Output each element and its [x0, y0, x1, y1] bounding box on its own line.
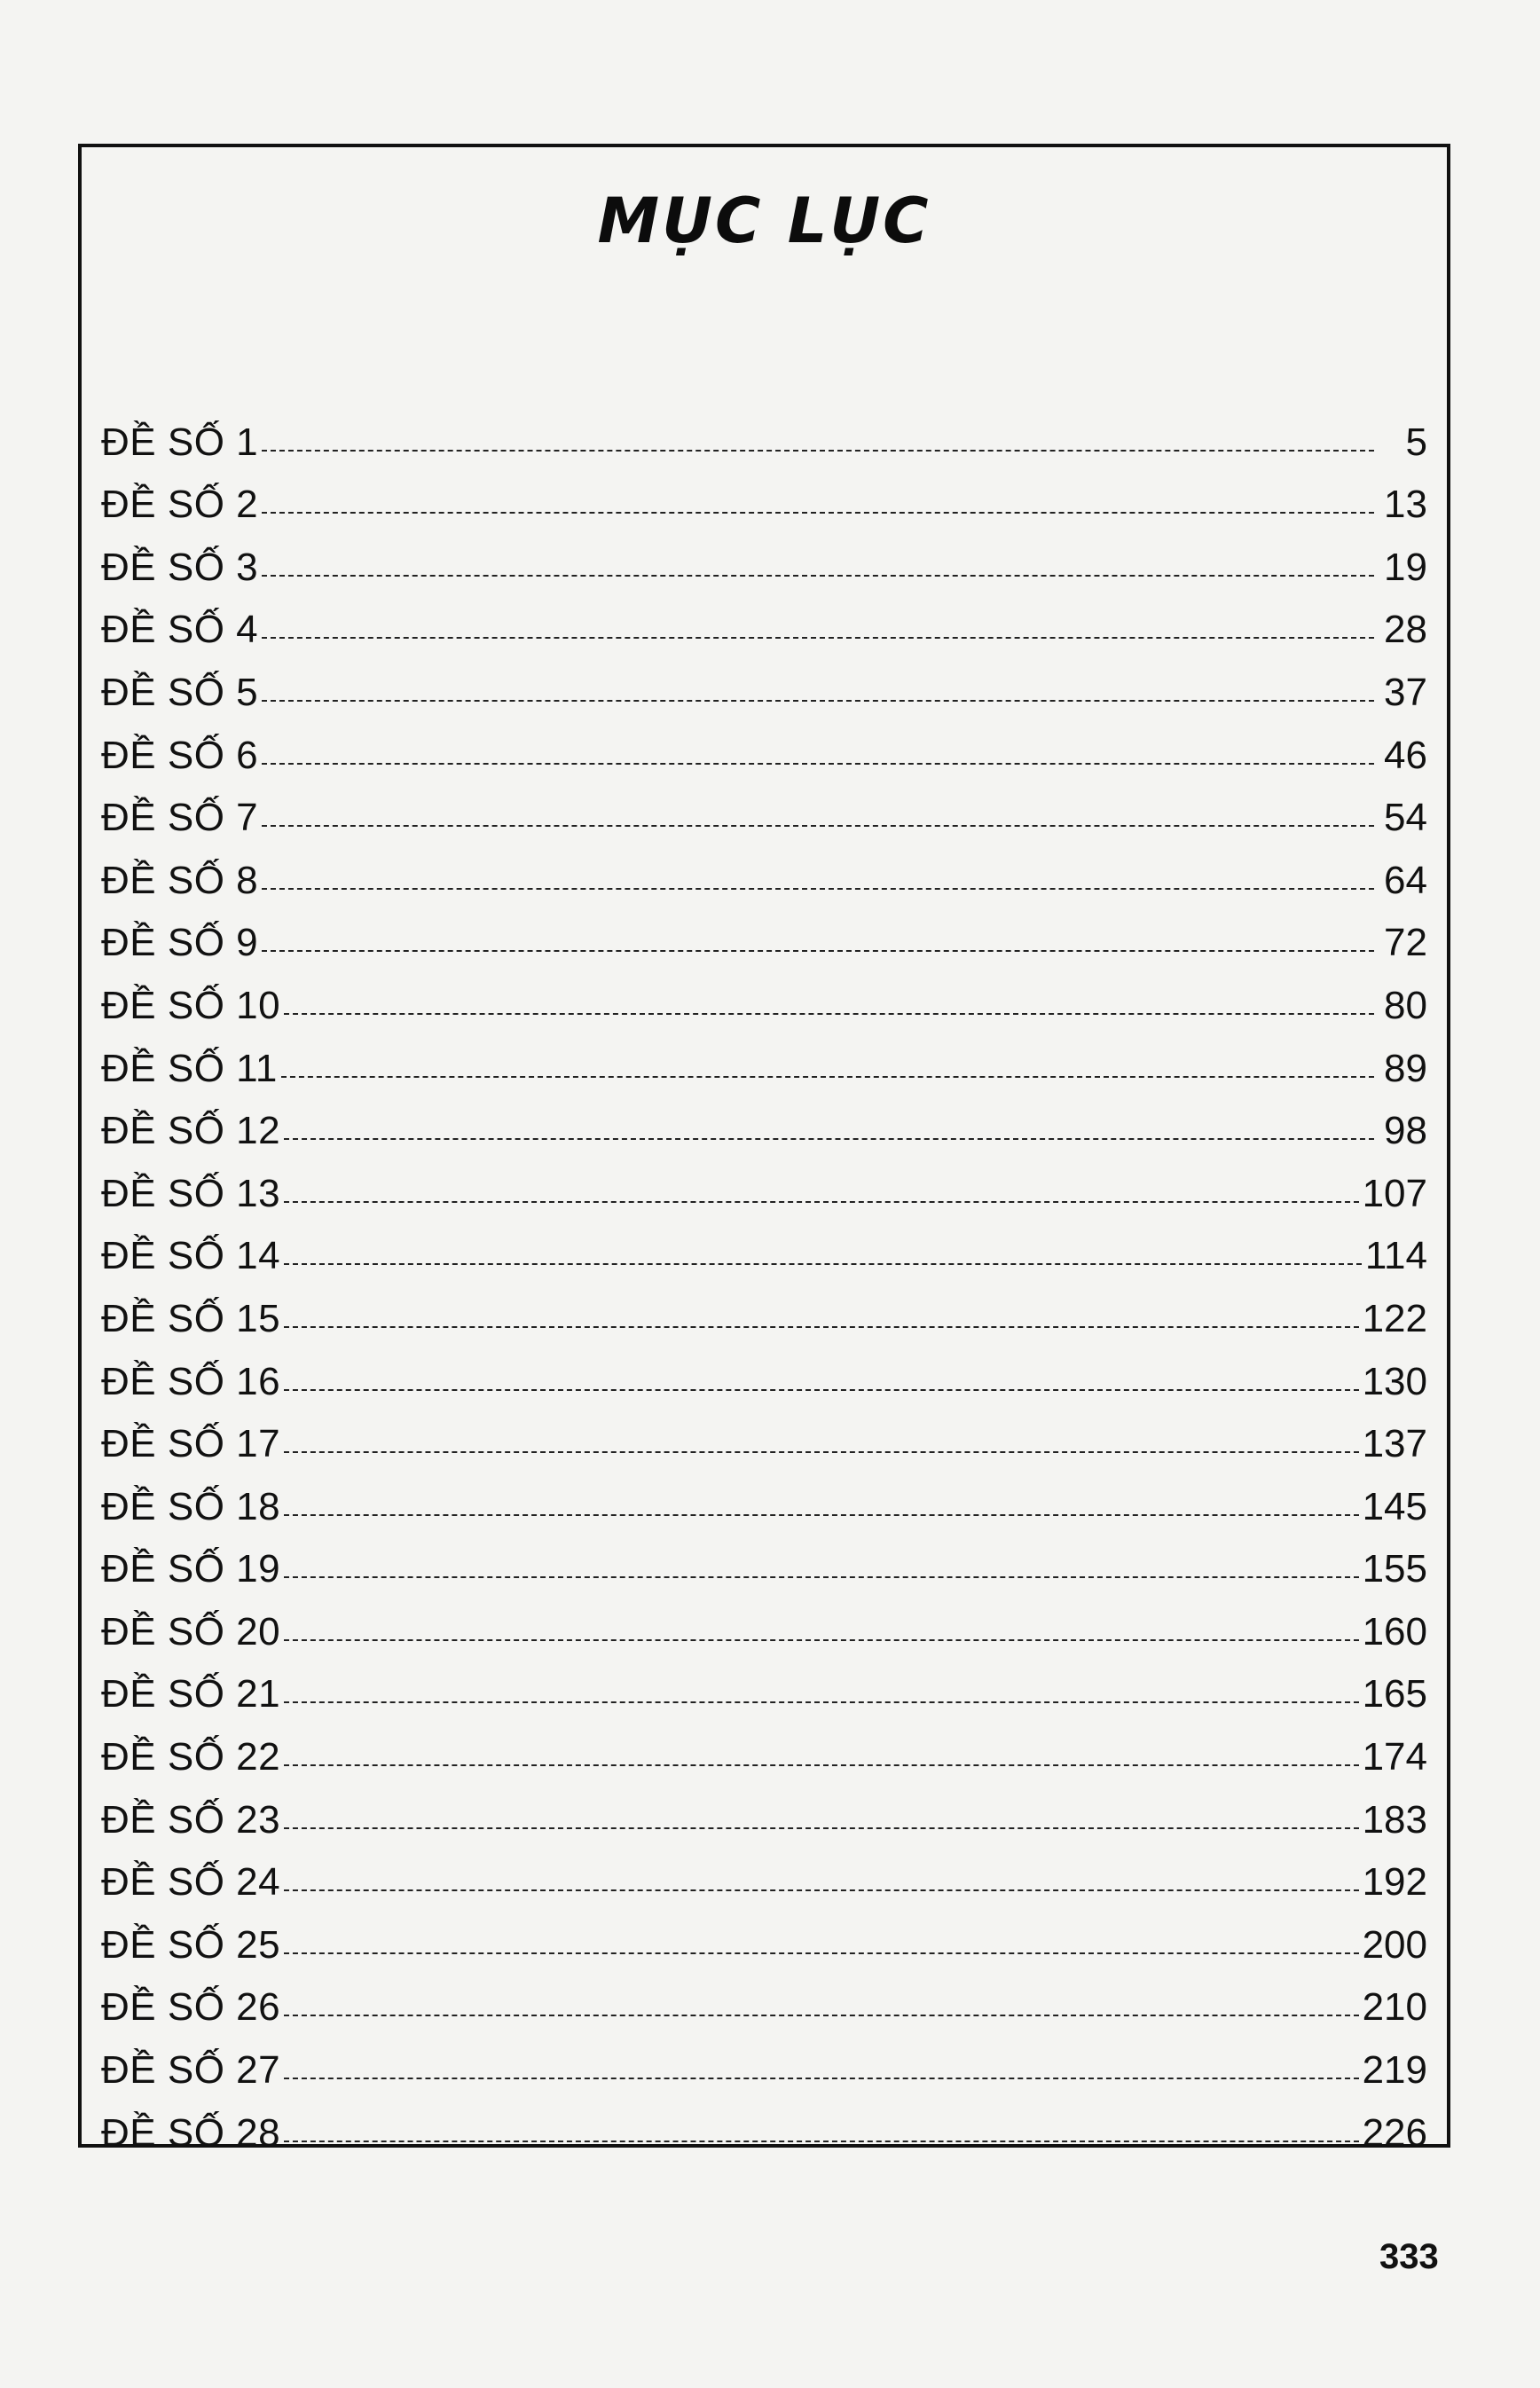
toc-entry [101, 1025, 1427, 1088]
toc-entry-label: ĐỀ SỐ 26 [101, 1985, 281, 2030]
toc-entry [101, 900, 1427, 963]
toc-entry-page: 114 [1364, 1234, 1427, 1278]
toc-entry-page: 160 [1362, 1609, 1427, 1654]
toc-entry [101, 962, 1427, 1025]
toc-entry-label: ĐỀ SỐ 14 [101, 1234, 281, 1278]
dotted-leader [262, 700, 1374, 702]
toc-entry-page: 183 [1362, 1797, 1427, 1842]
toc-entry-label: ĐỀ SỐ 21 [101, 1672, 281, 1716]
dotted-leader [284, 1389, 1358, 1391]
toc-entry [101, 2027, 1427, 2093]
toc-entry [101, 1339, 1427, 1402]
dotted-leader [284, 1451, 1358, 1453]
toc-entry-page: 219 [1362, 2048, 1427, 2093]
dotted-leader [284, 1827, 1358, 1829]
dotted-leader [284, 1889, 1358, 1891]
toc-entry-label: ĐỀ SỐ 8 [101, 858, 259, 902]
toc-entry [101, 1151, 1427, 1214]
toc-entry [101, 1777, 1427, 1840]
toc-entry-label: ĐỀ SỐ 17 [101, 1422, 281, 1466]
toc-entry-page: 54 [1384, 796, 1427, 840]
dotted-leader [284, 2141, 1358, 2142]
dotted-leader [284, 1201, 1358, 1203]
toc-entry [101, 1652, 1427, 1715]
toc-entry-label: ĐỀ SỐ 15 [101, 1296, 281, 1340]
toc-entry [101, 399, 1427, 462]
dotted-leader [262, 575, 1374, 577]
dotted-leader [284, 1326, 1358, 1328]
toc-entry-label: ĐỀ SỐ 9 [101, 921, 259, 965]
toc-entry-label: ĐỀ SỐ 25 [101, 1922, 281, 1967]
toc-entry-page: 37 [1384, 670, 1427, 714]
toc-entry [101, 649, 1427, 712]
page-title: MỤC LỤC [597, 185, 931, 257]
toc-entry-page: 64 [1384, 858, 1427, 902]
toc-entry-page: 72 [1384, 921, 1427, 965]
dotted-leader [284, 1701, 1358, 1703]
dotted-leader [284, 1263, 1362, 1265]
toc-entry [101, 837, 1427, 900]
toc-entry-label: ĐỀ SỐ 24 [101, 1860, 281, 1905]
toc-entry-page: 5 [1405, 420, 1427, 464]
toc-entry-label: ĐỀ SỐ 3 [101, 545, 259, 589]
dotted-leader [284, 1013, 1374, 1015]
toc-entry-label: ĐỀ SỐ 28 [101, 2110, 281, 2155]
toc-entry-page: 28 [1384, 608, 1427, 652]
toc-entry-label: ĐỀ SỐ 5 [101, 670, 259, 714]
toc-entry [101, 462, 1427, 525]
dotted-leader [262, 950, 1374, 952]
toc-entry-page: 13 [1384, 483, 1427, 527]
toc-entry-page: 200 [1362, 1922, 1427, 1967]
toc-entry-page: 192 [1362, 1860, 1427, 1905]
dotted-leader [262, 825, 1374, 827]
dotted-leader [262, 512, 1374, 514]
toc-entry-label: ĐỀ SỐ 7 [101, 796, 259, 840]
dotted-leader [262, 637, 1374, 639]
toc-entry-label: ĐỀ SỐ 13 [101, 1171, 281, 1215]
toc-entry [101, 1214, 1427, 1276]
dotted-leader [284, 1639, 1358, 1641]
toc-entry-label: ĐỀ SỐ 11 [101, 1046, 278, 1090]
dotted-leader [262, 450, 1374, 452]
toc-entry-label: ĐỀ SỐ 23 [101, 1797, 281, 1842]
dotted-leader [284, 2078, 1358, 2079]
dotted-leader [284, 1138, 1374, 1140]
toc-entry-page: 145 [1362, 1484, 1427, 1528]
dotted-leader [284, 1952, 1358, 1954]
toc-entry-page: 174 [1362, 1735, 1427, 1779]
toc-entry-label: ĐỀ SỐ 6 [101, 733, 259, 777]
toc-entry-label: ĐỀ SỐ 1 [101, 420, 259, 464]
toc-entry-label: ĐỀ SỐ 22 [101, 1735, 281, 1779]
dotted-leader [284, 1764, 1358, 1766]
toc-entry-page: 137 [1362, 1422, 1427, 1466]
toc-entry [101, 524, 1427, 587]
toc-entry-page: 19 [1384, 545, 1427, 589]
toc-frame [78, 144, 1450, 2155]
toc-entry-page: 89 [1384, 1046, 1427, 1090]
toc-entry-label: ĐỀ SỐ 27 [101, 2048, 281, 2093]
toc-entry [101, 587, 1427, 650]
toc-entry [101, 1402, 1427, 1465]
toc-entry [101, 1589, 1427, 1652]
toc-entry-label: ĐỀ SỐ 20 [101, 1609, 281, 1654]
toc-entry [101, 2090, 1427, 2153]
page-number: 333 [1379, 2237, 1439, 2276]
toc-entry [101, 1840, 1427, 1903]
toc-entry-label: ĐỀ SỐ 16 [101, 1359, 281, 1403]
toc-entry-label: ĐỀ SỐ 2 [101, 483, 259, 527]
dotted-leader [284, 1576, 1358, 1578]
dotted-leader [284, 1514, 1358, 1516]
toc-entry [101, 1276, 1427, 1339]
toc-entry-page: 130 [1362, 1359, 1427, 1403]
toc-entry-label: ĐỀ SỐ 18 [101, 1484, 281, 1528]
toc-entry [101, 712, 1427, 775]
toc-entry-page: 226 [1362, 2110, 1427, 2155]
toc-entry-label: ĐỀ SỐ 10 [101, 983, 281, 1027]
dotted-leader [284, 2015, 1358, 2016]
toc-entry [101, 1714, 1427, 1777]
toc-entry-page: 210 [1362, 1985, 1427, 2030]
dotted-leader [262, 763, 1374, 765]
toc-entry-page: 155 [1362, 1547, 1427, 1591]
toc-entry [101, 1464, 1427, 1527]
toc-entry-page: 80 [1384, 983, 1427, 1027]
toc-list [101, 399, 1427, 2153]
toc-entry-label: ĐỀ SỐ 4 [101, 608, 259, 652]
toc-entry-page: 98 [1384, 1109, 1427, 1153]
toc-entry-page: 46 [1384, 733, 1427, 777]
toc-entry-label: ĐỀ SỐ 19 [101, 1547, 281, 1591]
toc-entry [101, 1902, 1427, 1965]
toc-entry-label: ĐỀ SỐ 12 [101, 1109, 281, 1153]
toc-entry-page: 122 [1362, 1296, 1427, 1340]
toc-entry [101, 1965, 1427, 2028]
toc-entry [101, 1088, 1427, 1151]
toc-entry-page: 107 [1362, 1171, 1427, 1215]
toc-entry [101, 1527, 1427, 1590]
toc-entry [101, 775, 1427, 838]
dotted-leader [281, 1076, 1374, 1078]
dotted-leader [262, 888, 1374, 890]
toc-entry-page: 165 [1362, 1672, 1427, 1716]
